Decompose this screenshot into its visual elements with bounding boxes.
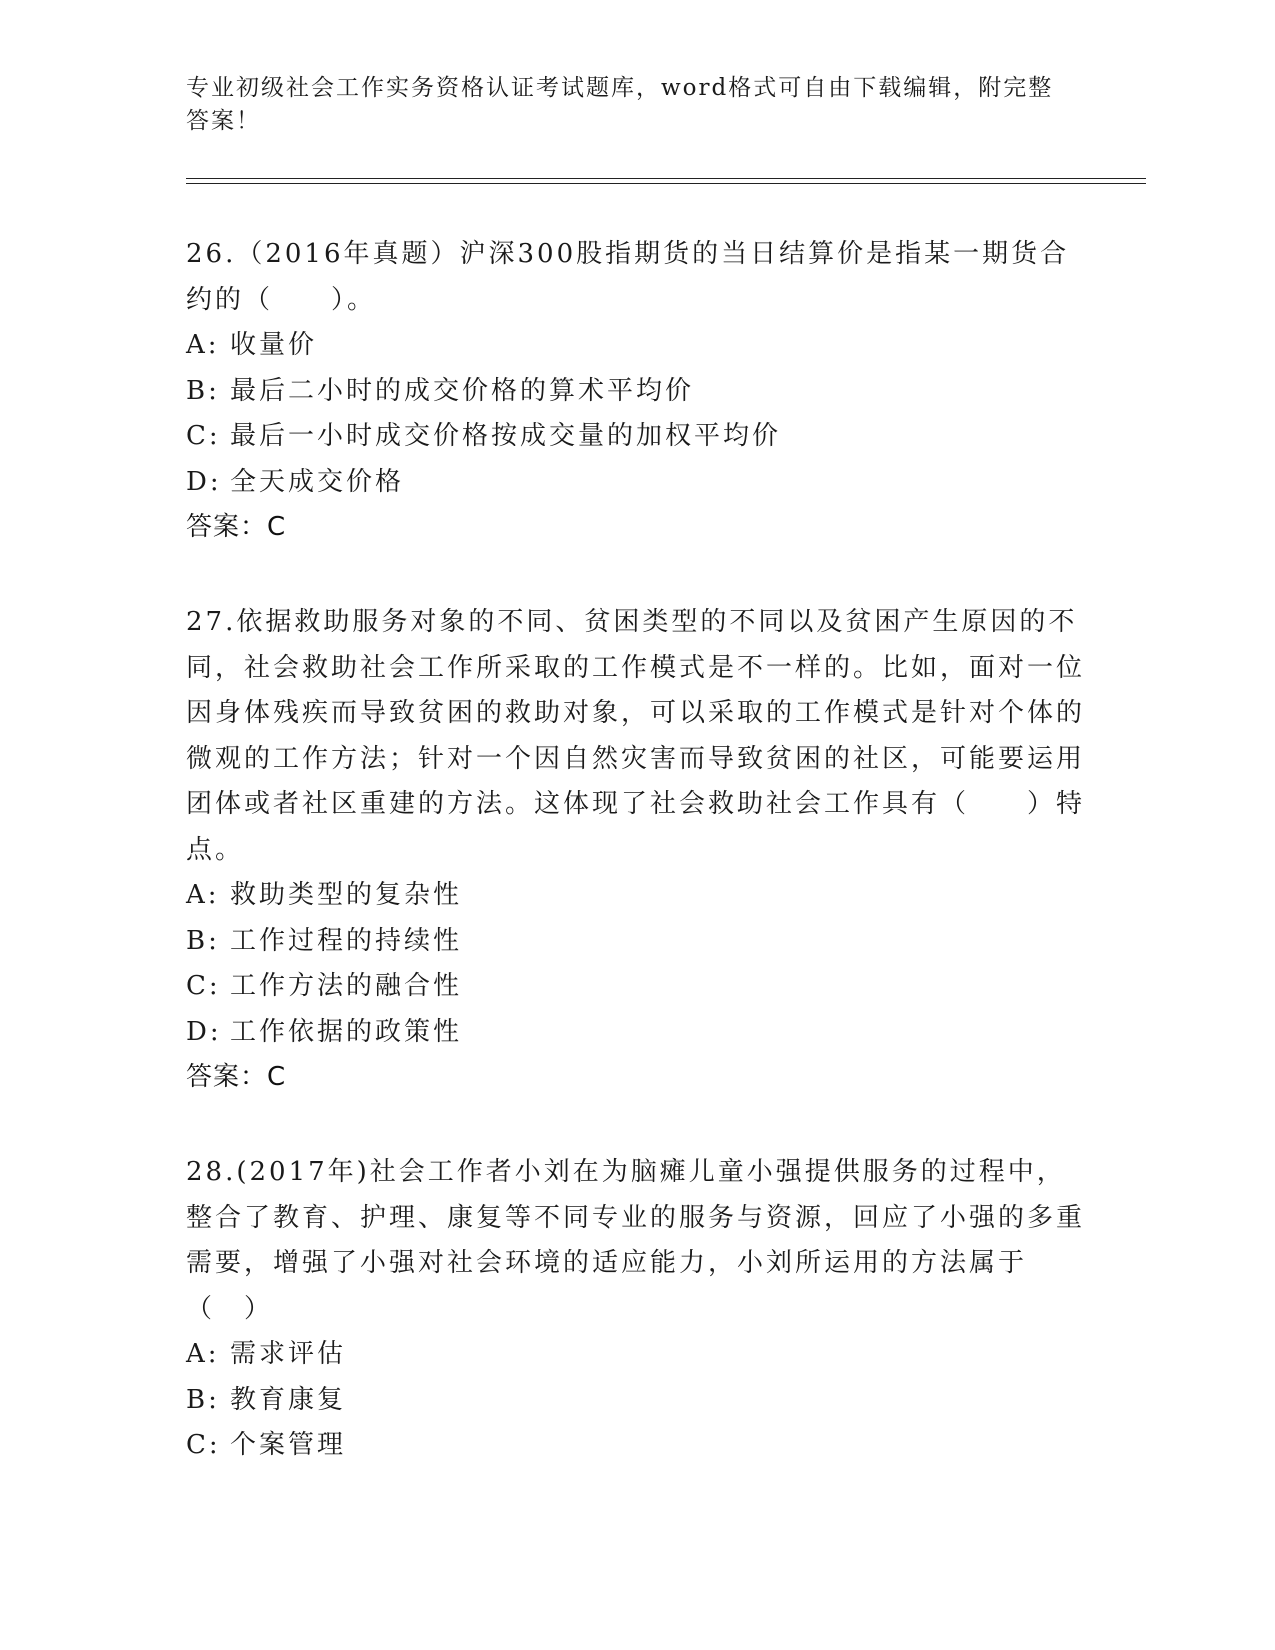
option-letter: B: [186,375,220,406]
question-text: 27.依据救助服务对象的不同、贫困类型的不同以及贫困产生原因的不同，社会救助社会工作所采取的工作模式是不一样的。比如，面对一位因身体残疾而导致贫困的救助对象，可以采取的工作模式是针对个体的微观的工作方法；针对一个因自然灾害而导致贫困的社区，可能要运用团体或者社区重建的方法。这体现了社会救助社会工作具有（ ）特点。 [186,607,1086,865]
option-letter: D: [186,1016,222,1047]
option-b [186,1378,1086,1424]
option-letter: C: [186,421,221,451]
option-text: 工作依据的政策性 [230,1016,463,1047]
answer-line: 答案：C [186,512,287,542]
option-b [186,919,1086,965]
document-header: 专业初级社会工作实务资格认证考试题库，word格式可自由下载编辑，附完整答案！ [186,75,1054,134]
question-text: 28.(2017年)社会工作者小刘在为脑瘫儿童小强提供服务的过程中，整合了教育、护理、康复等不同专业的服务与资源，回应了小强的多重需要，增强了小强对社会环境的适应能力，小刘所运用的方法属于（ ） [186,1157,1086,1324]
question-28 [186,1150,1086,1469]
option-d [186,1010,1086,1056]
option-text: 需求评估 [230,1339,347,1369]
option-c [186,414,1086,460]
option-text: 工作过程的持续性 [230,925,463,956]
option-d [186,460,1086,506]
option-text: 收量价 [230,330,318,360]
question-27 [186,600,1086,1100]
option-letter: B: [186,1384,220,1415]
option-letter: A: [186,1339,220,1369]
header-rule-top [186,178,1146,179]
question-text: 26.（2016年真题）沪深300股指期货的当日结算价是指某一期货合约的（ ）。 [186,239,1070,315]
option-letter: A: [186,330,220,360]
option-c [186,964,1086,1010]
option-letter: A: [186,880,220,910]
option-text: 最后一小时成交价格按成交量的加权平均价 [230,421,782,451]
answer-line: 答案：C [186,1062,287,1092]
option-a [186,323,1086,369]
option-letter: C: [186,971,221,1001]
option-text: 个案管理 [230,1430,347,1460]
question-list [186,232,1086,1519]
option-text: 救助类型的复杂性 [230,880,463,910]
option-letter: D: [186,466,222,497]
option-text: 工作方法的融合性 [230,971,463,1001]
option-text: 最后二小时的成交价格的算术平均价 [230,375,695,406]
header-rule-bottom [186,183,1146,184]
option-a [186,873,1086,919]
option-letter: C: [186,1430,221,1460]
question-26 [186,232,1086,550]
option-letter: B: [186,925,220,956]
option-text: 全天成交价格 [230,466,405,497]
option-c [186,1423,1086,1469]
option-b [186,369,1086,415]
option-text: 教育康复 [230,1384,347,1415]
option-a [186,1332,1086,1378]
